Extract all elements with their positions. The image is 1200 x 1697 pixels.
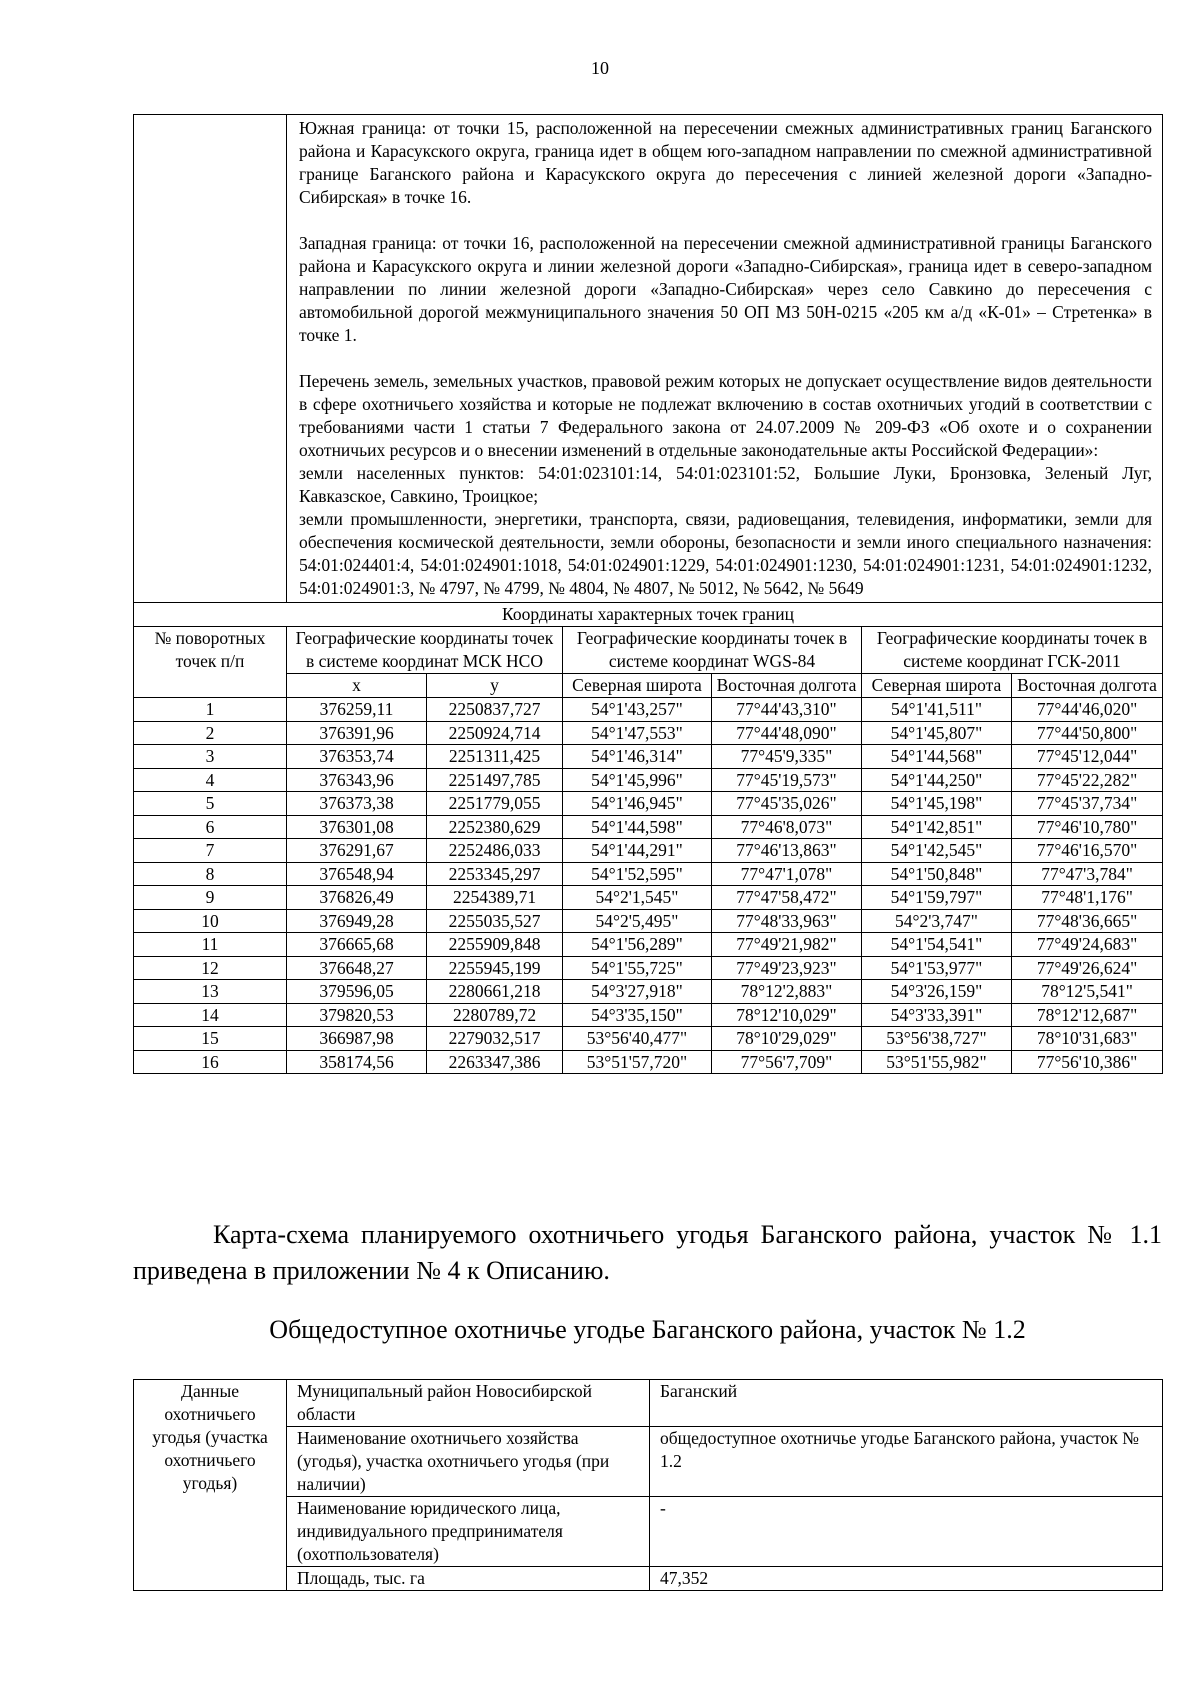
header-wgs-lon: Восточная долгота bbox=[712, 674, 862, 698]
table-cell: 10 bbox=[134, 909, 287, 933]
table-cell: 2280789,72 bbox=[427, 1003, 563, 1027]
info-row bbox=[134, 1567, 1163, 1591]
hunting-ground-info-table bbox=[133, 1379, 1163, 1591]
table-cell: 77°45'22,282" bbox=[1012, 768, 1163, 792]
table-row bbox=[134, 886, 1163, 910]
table-cell: 54°1'55,725" bbox=[563, 956, 712, 980]
table-cell: 2253345,297 bbox=[427, 862, 563, 886]
table-cell: 77°46'13,863" bbox=[712, 839, 862, 863]
table-cell: 376343,96 bbox=[287, 768, 427, 792]
table-row bbox=[134, 745, 1163, 769]
table-cell: 376353,74 bbox=[287, 745, 427, 769]
info-value: общедоступное охотничье угодье Баганского района, участок № 1.2 bbox=[650, 1427, 1163, 1497]
table-cell: 376259,11 bbox=[287, 698, 427, 722]
table-cell: 54°1'56,289" bbox=[563, 933, 712, 957]
table-cell: 1 bbox=[134, 698, 287, 722]
table-cell: 2251779,055 bbox=[427, 792, 563, 816]
info-field: Наименование юридического лица, индивидуального предпринимателя (охотпользователя) bbox=[287, 1497, 650, 1567]
table-cell: 78°10'31,683" bbox=[1012, 1027, 1163, 1051]
info-row bbox=[134, 1380, 1163, 1427]
table-cell: 54°3'26,159" bbox=[862, 980, 1012, 1004]
info-field: Площадь, тыс. га bbox=[287, 1567, 650, 1591]
info-value: 47,352 bbox=[650, 1567, 1163, 1591]
table-cell: 54°1'44,598" bbox=[563, 815, 712, 839]
table-cell: 77°47'58,472" bbox=[712, 886, 862, 910]
info-value: Баганский bbox=[650, 1380, 1163, 1427]
table-cell: 77°47'1,078" bbox=[712, 862, 862, 886]
lands-intro: Перечень земель, земельных участков, правовой режим которых не допускает осуществление видов деятельности в сфере охотничьего хозяйства и которые не подлежат включению в состав охотничьих угодий в соответствии с требованиями части 1 статьи 7 Федерального закона от 24.07.2009 № 209-ФЗ «Об охоте и о сохранении охотничьих ресурсов и о внесении изменений в отдельные законодательные акты Российской Федерации»: bbox=[299, 371, 1153, 460]
table-cell: 3 bbox=[134, 745, 287, 769]
info-label: Данные охотничьего угодья (участка охотничьего угодья) bbox=[134, 1380, 287, 1591]
table-cell: 16 bbox=[134, 1050, 287, 1074]
table-cell: 77°49'24,683" bbox=[1012, 933, 1163, 957]
table-cell: 77°46'16,570" bbox=[1012, 839, 1163, 863]
table-cell: 77°45'37,734" bbox=[1012, 792, 1163, 816]
table-cell: 77°44'46,020" bbox=[1012, 698, 1163, 722]
table-cell: 77°45'19,573" bbox=[712, 768, 862, 792]
table-cell: 78°12'12,687" bbox=[1012, 1003, 1163, 1027]
table-row bbox=[134, 1050, 1163, 1074]
empty-cell bbox=[134, 115, 287, 603]
table-cell: 77°46'10,780" bbox=[1012, 815, 1163, 839]
table-cell: 53°56'40,477" bbox=[563, 1027, 712, 1051]
table-cell: 366987,98 bbox=[287, 1027, 427, 1051]
table-cell: 77°56'10,386" bbox=[1012, 1050, 1163, 1074]
table-cell: 77°46'8,073" bbox=[712, 815, 862, 839]
info-field: Наименование охотничьего хозяйства (угодья), участка охотничьего угодья (при наличии) bbox=[287, 1427, 650, 1497]
table-cell: 2252380,629 bbox=[427, 815, 563, 839]
table-cell: 54°1'54,541" bbox=[862, 933, 1012, 957]
table-row bbox=[134, 956, 1163, 980]
header-point-number: № поворотных точек п/п bbox=[134, 627, 287, 698]
page-number: 10 bbox=[591, 58, 609, 78]
table-cell: 77°45'9,335" bbox=[712, 745, 862, 769]
table-cell: 54°1'59,797" bbox=[862, 886, 1012, 910]
table-cell: 2255035,527 bbox=[427, 909, 563, 933]
table-cell: 54°3'27,918" bbox=[563, 980, 712, 1004]
table-cell: 77°49'21,982" bbox=[712, 933, 862, 957]
info-value: - bbox=[650, 1497, 1163, 1567]
industry-lands: земли промышленности, энергетики, транспорта, связи, радиовещания, телевидения, информатики, земли для обеспечения космической деятельности, земли обороны, безопасности и земли иного специального назначения: 54:01:024401:4, 54:01:024901:1018, 54:01:024901:1229, 54:01:024901:1230, 54:01:024901:1231, 54:01:024901:1232, 54:01:024901:3, № 4797, № 4799, № 4804, № 4807, № 5012, № 5642, № 5649 bbox=[299, 509, 1153, 598]
table-cell: 78°12'5,541" bbox=[1012, 980, 1163, 1004]
header-wgs: Географические координаты точек в системе координат WGS-84 bbox=[563, 627, 862, 674]
table-cell: 54°1'42,545" bbox=[862, 839, 1012, 863]
table-row bbox=[134, 792, 1163, 816]
table-cell: 11 bbox=[134, 933, 287, 957]
table-cell: 9 bbox=[134, 886, 287, 910]
table-cell: 376949,28 bbox=[287, 909, 427, 933]
table-cell: 7 bbox=[134, 839, 287, 863]
table-cell: 54°1'53,977" bbox=[862, 956, 1012, 980]
table-cell: 54°1'52,595" bbox=[563, 862, 712, 886]
table-cell: 53°51'55,982" bbox=[862, 1050, 1012, 1074]
table-cell: 376301,08 bbox=[287, 815, 427, 839]
section-title: Общедоступное охотничье угодье Баганского района, участок № 1.2 bbox=[269, 1315, 1026, 1344]
header-x: x bbox=[287, 674, 427, 698]
table-cell: 54°2'5,495" bbox=[563, 909, 712, 933]
table-cell: 54°1'43,257" bbox=[563, 698, 712, 722]
table-cell: 77°45'35,026" bbox=[712, 792, 862, 816]
header-gsk: Географические координаты точек в системе координат ГСК-2011 bbox=[862, 627, 1163, 674]
table-cell: 2255945,199 bbox=[427, 956, 563, 980]
table-cell: 77°49'23,923" bbox=[712, 956, 862, 980]
table-cell: 2279032,517 bbox=[427, 1027, 563, 1051]
boundary-coordinates-table bbox=[133, 114, 1163, 1074]
table-cell: 54°1'44,568" bbox=[862, 745, 1012, 769]
info-row bbox=[134, 1427, 1163, 1497]
table-cell: 2252486,033 bbox=[427, 839, 563, 863]
table-cell: 77°44'48,090" bbox=[712, 721, 862, 745]
table-cell: 54°1'46,945" bbox=[563, 792, 712, 816]
table-cell: 379820,53 bbox=[287, 1003, 427, 1027]
table-row bbox=[134, 1027, 1163, 1051]
table-cell: 376373,38 bbox=[287, 792, 427, 816]
table-cell: 54°1'47,553" bbox=[563, 721, 712, 745]
table-cell: 54°1'44,291" bbox=[563, 839, 712, 863]
table-cell: 54°3'35,150" bbox=[563, 1003, 712, 1027]
table-cell: 376648,27 bbox=[287, 956, 427, 980]
table-cell: 54°1'45,807" bbox=[862, 721, 1012, 745]
table-cell: 54°1'44,250" bbox=[862, 768, 1012, 792]
settlement-lands: земли населенных пунктов: 54:01:023101:14, 54:01:023101:52, Большие Луки, Бронзовка, Зеленый Луг, Кавказское, Савкино, Троицкое; bbox=[299, 463, 1153, 506]
table-row bbox=[134, 768, 1163, 792]
table-cell: 12 bbox=[134, 956, 287, 980]
table-cell: 2254389,71 bbox=[427, 886, 563, 910]
table-cell: 2263347,386 bbox=[427, 1050, 563, 1074]
table-cell: 54°1'41,511" bbox=[862, 698, 1012, 722]
table-cell: 54°1'46,314" bbox=[563, 745, 712, 769]
table-cell: 54°1'42,851" bbox=[862, 815, 1012, 839]
table-row bbox=[134, 862, 1163, 886]
table-cell: 376548,94 bbox=[287, 862, 427, 886]
table-cell: 14 bbox=[134, 1003, 287, 1027]
table-cell: 54°1'50,848" bbox=[862, 862, 1012, 886]
table-cell: 77°48'1,176" bbox=[1012, 886, 1163, 910]
table-cell: 5 bbox=[134, 792, 287, 816]
info-field: Муниципальный район Новосибирской области bbox=[287, 1380, 650, 1427]
table-cell: 53°56'38,727" bbox=[862, 1027, 1012, 1051]
table-row bbox=[134, 909, 1163, 933]
table-row bbox=[134, 815, 1163, 839]
table-cell: 2280661,218 bbox=[427, 980, 563, 1004]
table-cell: 77°49'26,624" bbox=[1012, 956, 1163, 980]
map-note: Карта-схема планируемого охотничьего угодья Баганского района, участок № 1.1 приведена в приложении № 4 к Описанию. bbox=[133, 1220, 1162, 1285]
table-cell: 2250837,727 bbox=[427, 698, 563, 722]
table-cell: 54°1'45,198" bbox=[862, 792, 1012, 816]
table-cell: 54°2'1,545" bbox=[563, 886, 712, 910]
table-cell: 376826,49 bbox=[287, 886, 427, 910]
table-row bbox=[134, 721, 1163, 745]
table-cell: 77°45'12,044" bbox=[1012, 745, 1163, 769]
table-cell: 54°2'3,747" bbox=[862, 909, 1012, 933]
table-cell: 2250924,714 bbox=[427, 721, 563, 745]
table-row bbox=[134, 839, 1163, 863]
table-cell: 78°12'2,883" bbox=[712, 980, 862, 1004]
south-boundary: Южная граница: от точки 15, расположенной на пересечении смежных административных границ Баганского района и Карасукского округа, граница идет в общем юго-западном направлении по смежной административной границе Баганского района и Карасукского округа до пересечения с линией железной дороги «Западно-Сибирская» в точке 16. bbox=[299, 118, 1153, 207]
table-row bbox=[134, 933, 1163, 957]
table-cell: 13 bbox=[134, 980, 287, 1004]
header-gsk-lon: Восточная долгота bbox=[1012, 674, 1163, 698]
table-cell: 376665,68 bbox=[287, 933, 427, 957]
table-cell: 358174,56 bbox=[287, 1050, 427, 1074]
table-cell: 2251311,425 bbox=[427, 745, 563, 769]
table-cell: 54°3'33,391" bbox=[862, 1003, 1012, 1027]
header-msk: Географические координаты точек в системе координат МСК НСО bbox=[287, 627, 563, 674]
table-cell: 53°51'57,720" bbox=[563, 1050, 712, 1074]
table-cell: 8 bbox=[134, 862, 287, 886]
table-cell: 2251497,785 bbox=[427, 768, 563, 792]
table-cell: 77°44'50,800" bbox=[1012, 721, 1163, 745]
table-cell: 78°12'10,029" bbox=[712, 1003, 862, 1027]
table-cell: 77°48'36,665" bbox=[1012, 909, 1163, 933]
table-cell: 15 bbox=[134, 1027, 287, 1051]
table-cell: 2255909,848 bbox=[427, 933, 563, 957]
table-cell: 77°48'33,963" bbox=[712, 909, 862, 933]
table-cell: 376391,96 bbox=[287, 721, 427, 745]
table-cell: 78°10'29,029" bbox=[712, 1027, 862, 1051]
table-row bbox=[134, 1003, 1163, 1027]
table-cell: 2 bbox=[134, 721, 287, 745]
table-row bbox=[134, 980, 1163, 1004]
table-cell: 4 bbox=[134, 768, 287, 792]
table-cell: 77°44'43,310" bbox=[712, 698, 862, 722]
table-cell: 77°56'7,709" bbox=[712, 1050, 862, 1074]
table-cell: 54°1'45,996" bbox=[563, 768, 712, 792]
header-wgs-lat: Северная широта bbox=[563, 674, 712, 698]
west-boundary: Западная граница: от точки 16, расположенной на пересечении смежной административной границы Баганского района и Карасукского округа и линии железной дороги «Западно-Сибирская», граница идет в северо-западном направлении по линии железной дороги «Западно-Сибирская» через село Савкино до пересечения с автомобильной дорогой межмуниципального значения 50 ОП МЗ 50Н-0215 «205 км а/д «К-01» – Стретенка» в точке 1. bbox=[299, 233, 1153, 345]
boundary-description bbox=[287, 115, 1163, 603]
table-row bbox=[134, 698, 1163, 722]
table-cell: 77°47'3,784" bbox=[1012, 862, 1163, 886]
header-gsk-lat: Северная широта bbox=[862, 674, 1012, 698]
info-row bbox=[134, 1497, 1163, 1567]
header-y: y bbox=[427, 674, 563, 698]
table-cell: 376291,67 bbox=[287, 839, 427, 863]
coords-title: Координаты характерных точек границ bbox=[134, 603, 1163, 627]
table-cell: 379596,05 bbox=[287, 980, 427, 1004]
table-cell: 6 bbox=[134, 815, 287, 839]
